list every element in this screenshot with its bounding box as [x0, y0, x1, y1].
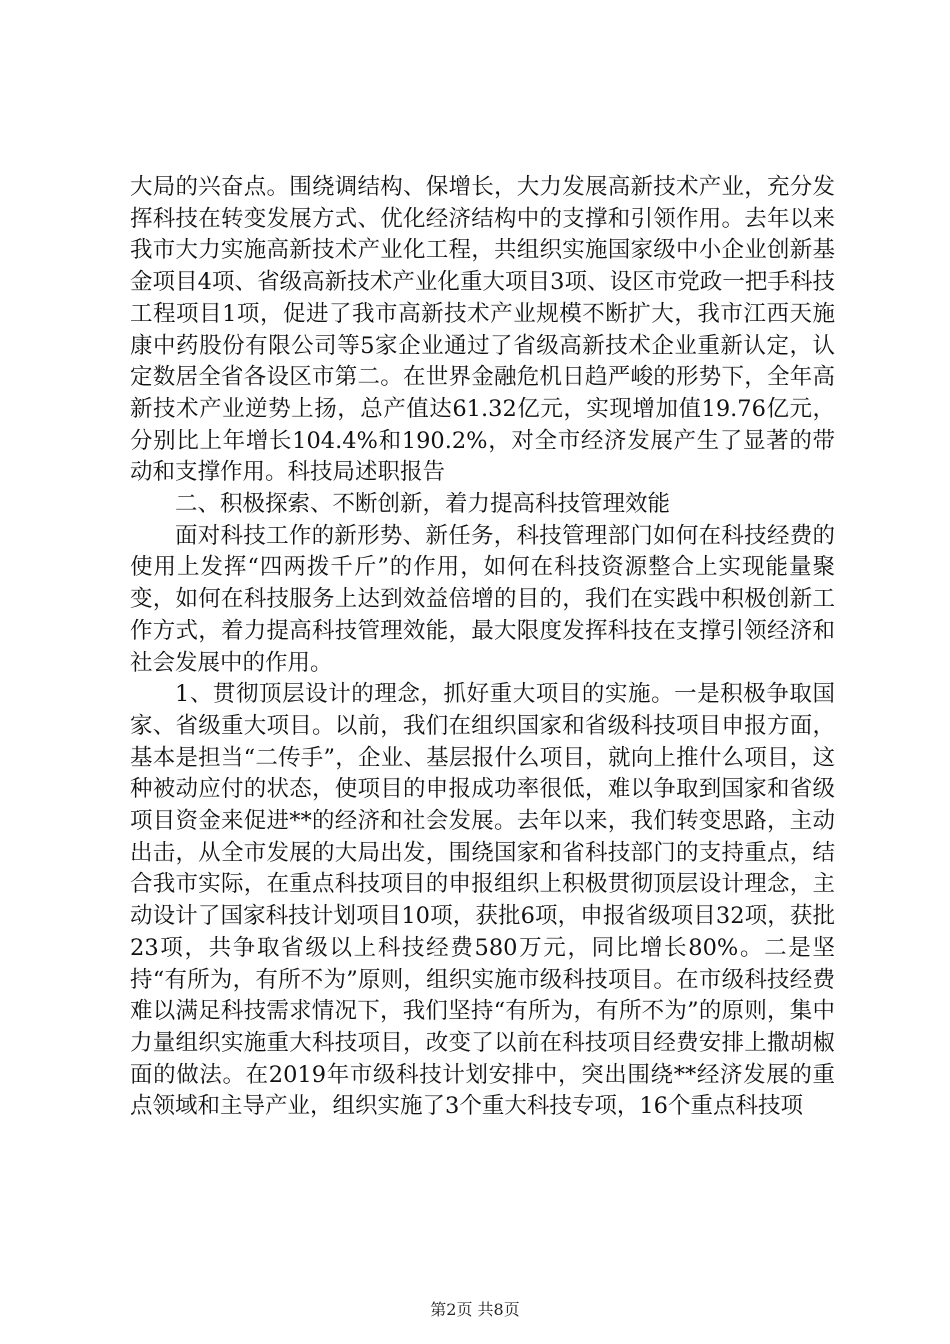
paragraph-2: 面对科技工作的新形势、新任务，科技管理部门如何在科技经费的使用上发挥“四两拨千斤”的作用，如何在科技资源整合上实现能量聚变，如何在科技服务上达到效益倍增的目的，我们在实践中积极创新工作方式，着力提高科技管理效能，最大限度发挥科技在支撑引领经济和社会发展中的作用。 [130, 522, 835, 676]
paragraph-1: 大局的兴奋点。围绕调结构、保增长，大力发展高新技术产业，充分发挥科技在转变发展方式、优化经济结构中的支撑和引领作用。去年以来我市大力实施高新技术产业化工程，共组织实施国家级中小企业创新基金项目4项、省级高新技术产业化重大项目3项、设区市党政一把手科技工程项目1项，促进了我市高新技术产业规模不断扩大，我市江西天施康中药股份有限公司等5家企业通过了省级高新技术企业重新认定，认定数居全省各设区市第二。在世界金融危机日趋严峻的形势下，全年高新技术产业逆势上扬，总产值达61.32亿元，实现增加值19.76亿元，分别比上年增长104.4%和190.2%，对全市经济发展产生了显著的带动和支撑作用。科技局述职报告 [130, 174, 835, 486]
page-number: 第2页 共8页 [430, 1300, 520, 1319]
paragraph-3: 1、贯彻顶层设计的理念，抓好重大项目的实施。一是积极争取国家、省级重大项目。以前，我们在组织国家和省级科技项目申报方面，基本是担当“二传手”，企业、基层报什么项目，就向上推什么项目，这种被动应付的状态，使项目的申报成功率很低，难以争取到国家和省级项目资金来促进**的经济和社会发展。去年以来，我们转变思路，主动出击，从全市发展的大局出发，围绕国家和省科技部门的支持重点，结合我市实际，在重点科技项目的申报组织上积极贯彻顶层设计理念，主动设计了国家科技计划项目10项，获批6项，申报省级项目32项，获批23项，共争取省级以上科技经费580万元，同比增长80%。二是坚持“有所为，有所不为”原则，组织实施市级科技项目。在市级科技经费难以满足科技需求情况下，我们坚持“有所为，有所不为”的原则，集中力量组织实施重大科技项目，改变了以前在科技项目经费安排上撒胡椒面的做法。在2019年市级科技计划安排中，突出围绕**经济发展的重点领域和主导产业，组织实施了3个重大科技专项，16个重点科技项 [130, 681, 835, 1120]
page-footer [0, 1300, 950, 1320]
section-heading: 二、积极探索、不断创新，着力提高科技管理效能 [175, 491, 671, 518]
document-body [130, 172, 835, 1123]
